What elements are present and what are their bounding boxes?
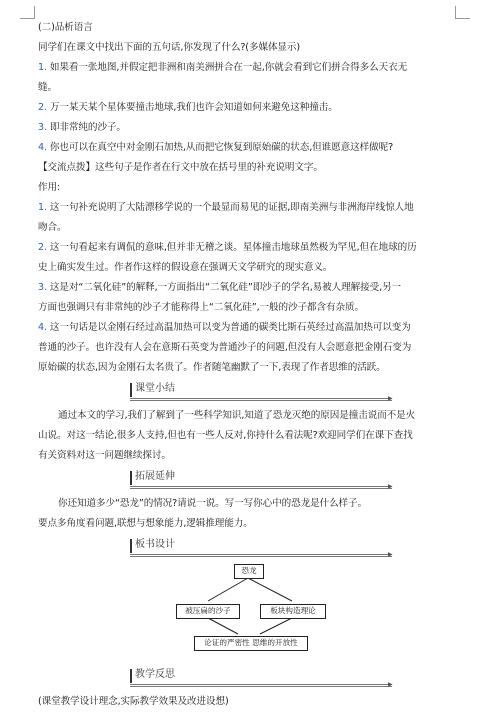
exchange-note: 【交流点拨】这些句子是作者在行文中放在括号里的补充说明文字。 [38,162,323,173]
closing-note: (课堂教学设计理念,实际教学效果及改进设想) [38,696,229,707]
section-rule [130,398,392,401]
extend-line-1: 你还知道多少“恐龙”的情况?请说一说。写一写你心中的恐龙是什么样子。 [58,498,368,509]
sentence-number: 4. [38,142,47,153]
section-rule [130,684,392,687]
section-title: 教学反思 [135,669,175,680]
section-header-reflect [38,666,470,688]
effect-4-cont: 普通的沙子。也许没有人会在意斯石英变为普通沙子的问题,但没有人会愿意把金刚石变为 [38,342,412,353]
effect-2-cont: 史上确实发生过。作者作这样的假设意在强调天文学研究的现实意义。 [38,262,333,273]
board-node-sand: 被压扁的沙子 [176,604,240,619]
intro-text: 同学们在课文中找出下面的五句话,你发现了什么?(多媒体显示) [38,42,301,53]
section-bar [130,471,132,485]
section-rule [130,554,392,557]
extend-line-2: 要点多角度看问题,联想与想象能力,逻辑推理能力。 [38,518,253,529]
sentence-4 [38,138,470,158]
effect-text: 这一句看起来有调侃的意味,但并非无稽之谈。星体撞击地球虽然极为罕见,但在地球的历 [49,242,417,253]
sentence-text: 即非常纯的沙子。 [49,122,126,133]
board-node-thinking: 论证的严密性 思维的开放性 [194,636,308,651]
summary-line-2: 山说。对这一结论,很多人支持,但也有一些人反对,你持什么看法呢?欢迎同学们在课下查找 [38,430,413,441]
section-heading: (二)品析语言 [38,22,93,33]
section-title: 拓展延伸 [135,471,175,482]
effect-3-cont: 方面也强调只有非常纯的沙子才能称得上“二氧化硅”,一般的沙子都含有杂质。 [38,302,364,313]
board-node-plate: 板块构造理论 [260,604,326,619]
effect-1 [38,198,470,218]
effect-text: 这是对“二氧化硅”的解释,一方面指出“二氧化硅”即沙子的学名,易被人理解接受,另一 [49,282,402,293]
sentence-2 [38,98,470,118]
document-page [38,18,470,712]
effect-4 [38,318,470,338]
sentence-text: 万一某天某个星体要撞击地球,我们也许会知道如何来避免这种撞击。 [49,102,338,113]
effect-number: 1. [38,202,47,213]
section-header-board [38,536,470,558]
effect-4-cont-2: 原始碳的状态,因为金刚石太名贵了。作者随笔幽默了一下,表现了作者思维的活跃。 [38,362,386,373]
board-diagram [38,562,470,664]
board-node-dinosaur: 恐龙 [234,564,264,579]
sentence-text: 如果看一张地图,并假定把非洲和南美洲拼合在一起,你就会看到它们拼合得多么天衣无 [49,62,408,73]
arrow-icon: ▶ [388,395,393,402]
sentence-number: 3. [38,122,47,133]
summary-line-1: 通过本文的学习,我们了解到了一些科学知识,知道了恐龙灭绝的原因是撞击说而不是火 [58,410,416,421]
sentence-1 [38,58,470,78]
section-title: 课堂小结 [135,383,175,394]
sentence-number: 2. [38,102,47,113]
sentence-text: 你也可以在真空中对金刚石加热,从而把它恢复到原始碳的状态,但谁愿意这样做呢? [49,142,394,153]
arrow-icon: ▶ [388,681,393,688]
sentence-number: 1. [38,62,47,73]
effect-text: 这一句补充说明了大陆漂移学说的一个最显而易见的证据,即南美洲与非洲海岸线惊人地 [49,202,414,213]
section-rule [130,486,392,489]
effect-number: 3. [38,282,47,293]
section-header-summary [38,380,470,402]
arrow-icon: ▶ [388,483,393,490]
effect-text: 这一句话是以金刚石经过高温加热可以变为普通的碳类比斯石英经过高温加热可以变为 [49,322,411,333]
section-title: 板书设计 [135,539,175,550]
effect-number: 4. [38,322,47,333]
summary-line-3: 有关资料对这一问题继续探讨。 [38,450,171,461]
effect-3 [38,278,470,298]
section-header-extend [38,468,470,490]
crop-mark-left [20,6,35,19]
effect-1-cont: 吻合。 [38,222,67,233]
arrow-icon: ▶ [388,551,393,558]
effect-2 [38,238,470,258]
section-bar [130,669,132,683]
sentence-1-cont: 缝。 [38,82,57,93]
effect-label: 作用: [38,182,61,193]
section-bar [130,539,132,553]
effect-number: 2. [38,242,47,253]
sentence-3 [38,118,470,138]
section-bar [130,383,132,397]
